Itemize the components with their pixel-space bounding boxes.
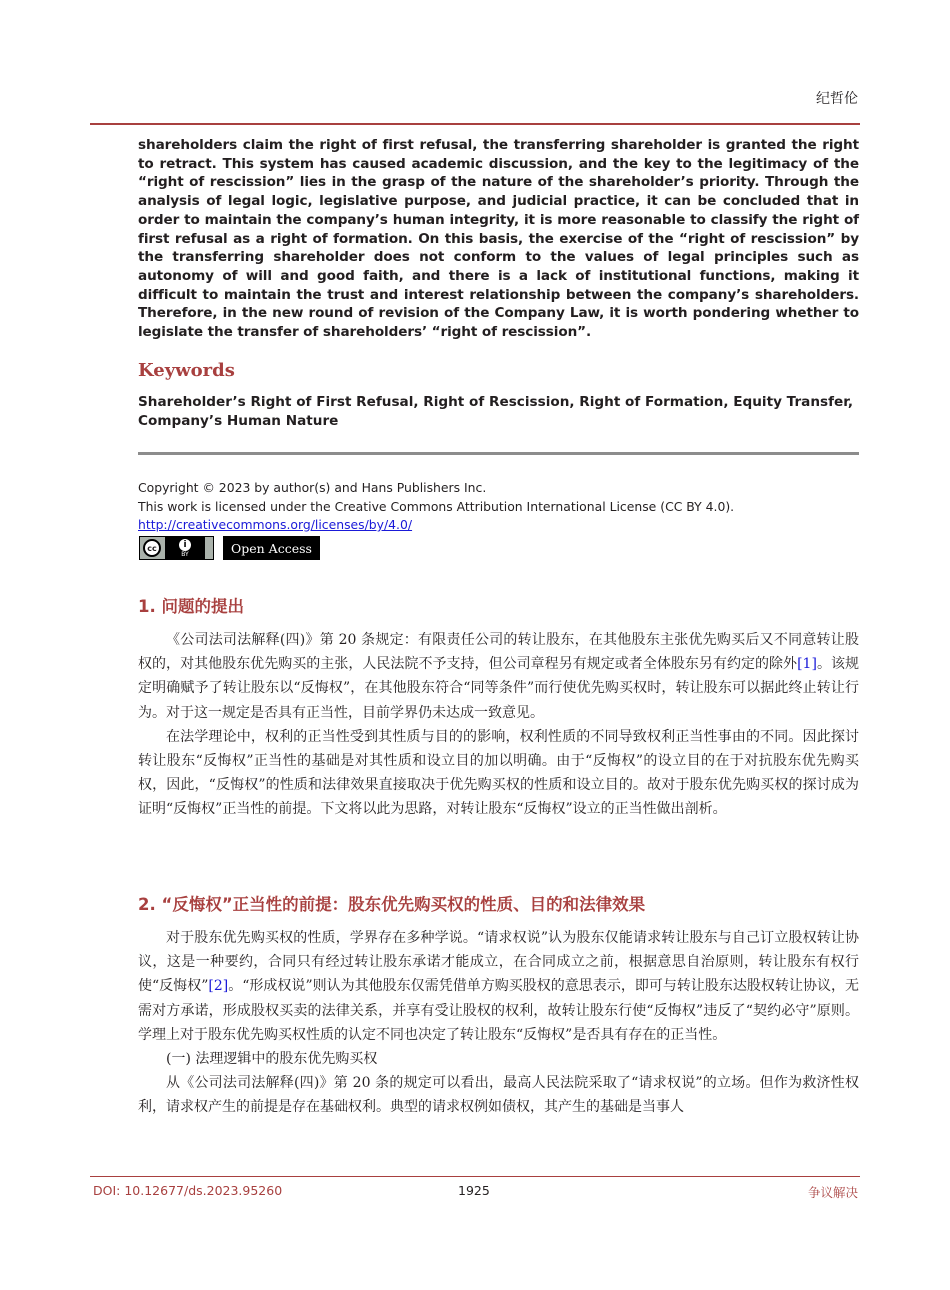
subsection-heading: (一) 法理逻辑中的股东优先购买权 (166, 1051, 378, 1068)
section1-heading: 1. 问题的提出 (138, 597, 244, 616)
citation-link[interactable]: [1] (797, 656, 817, 673)
section1-body (138, 628, 859, 822)
by-icon (165, 537, 205, 559)
section2-paragraph-2: 从《公司法司法解释(四)》第 20 条的规定可以看出，最高人民法院采取了“请求权说”的立场。但作为救济性权利，请求权产生的前提是存在基础权利。典型的请求权例如债权，其产生的基础是当事人 (138, 1075, 859, 1116)
section2-heading: 2. “反悔权”正当性的前提：股东优先购买权的性质、目的和法律效果 (138, 895, 646, 914)
by-label: BY (181, 550, 189, 558)
footer-divider (90, 1176, 860, 1177)
cc-icon: cc (143, 539, 161, 557)
paragraph-text: 。该规定明确赋予了转让股东以“反悔权”，在其他股东符合“同等条件”而行使优先购买权时，转让股东可以据此终止转让行为。对于这一规定是否具有正当性，目前学界仍未达成一致意见。 (138, 656, 860, 721)
section1-paragraph-2: 在法学理论中，权利的正当性受到其性质与目的的影响，权利性质的不同导致权利正当性事由的不同。因此探讨转让股东“反悔权”正当性的基础是对其性质和设立目的加以明确。由于“反悔权”的设立目的在于对抗股东优先购买权，因此，“反悔权”的性质和法律效果直接取决于优先购买权的性质和设立目的。故对于股东优先购买权的探讨成为证明“反悔权”正当性的前提。下文将以此为思路，对转让股东“反悔权”设立的正当性做出剖析。 (138, 728, 859, 818)
keywords-heading: Keywords (138, 360, 235, 381)
paragraph-text: 对于股东优先购买权的性质，学界存在多种学说。“请求权说”认为股东仅能请求转让股东与自己订立股权转让协议，这是一种要约，合同只有经过转让股东承诺才能成立，在合同成立之前，根据意思自治原则，转让股东有权行使“反悔权” (138, 930, 859, 995)
keywords-text: Shareholder’s Right of First Refusal, Right of Rescission, Right of Formation, Equity Transfer, Company’s Human Nature (138, 394, 854, 429)
header-author: 纪哲伦 (816, 91, 858, 107)
open-access-badge[interactable]: Open Access (223, 536, 320, 560)
license-link[interactable]: http://creativecommons.org/licenses/by/4.0/ (138, 517, 413, 532)
section-divider (138, 452, 859, 455)
section1-paragraph-1 (138, 628, 859, 725)
footer-doi: DOI: 10.12677/ds.2023.95260 (93, 1183, 283, 1198)
paragraph-text: 《公司法司法解释(四)》第 20 条规定：有限责任公司的转让股东，在其他股东主张优先购买后又不同意转让股权的，对其他股东优先购买的主张，人民法院不予支持，但公司章程另有规定或者全体股东另有约定的除外 (138, 632, 859, 673)
header-divider (90, 123, 860, 125)
citation-link[interactable]: [2] (208, 978, 229, 995)
page-number: 1925 (458, 1183, 490, 1198)
cc-by-badge[interactable] (139, 536, 214, 560)
license-badges (139, 536, 320, 560)
paragraph-text: 。“形成权说”则认为其他股东仅需凭借单方购买股权的意思表示，即可与转让股东达股权转让协议，无需对方承诺，形成股权买卖的法律关系，并享有受让股权的权利，故转让股东行使“反悔权”违反了“契约必守”原则。学理上对于股东优先购买权性质的认定不同也决定了转让股东“反悔权”是否具有存在的正当性。 (138, 978, 859, 1043)
abstract-text: shareholders claim the right of first refusal, the transferring shareholder is granted the right to retract. This system has caused academic discussion, and the key to the legitimacy of the “right of rescission” lies in the grasp of the nature of the shareholder’s priority. Through the analysis of legal logic, legislative purpose, and judicial practice, it can be concluded that in order to maintain the company’s human integrity, it is more reasonable to classify the right of first refusal as a right of formation. On this basis, the exercise of the “right of rescission” by the transferring shareholder does not conform to the values of legal principles such as autonomy of will and good faith, and there is a lack of institutional functions, making it difficult to maintain the trust and interest relationship between the company’s shareholders. Therefore, in the new round of revision of the Company Law, it is worth pondering whether to legislate the transfer of shareholders’ “right of rescission”. (138, 137, 859, 341)
person-icon: i (179, 539, 191, 551)
section2-body (138, 926, 859, 1120)
section2-paragraph-1 (138, 926, 859, 1047)
license-line: This work is licensed under the Creative Commons Attribution International License (CC BY 4.0). (138, 498, 735, 514)
footer-journal: 争议解决 (807, 1185, 858, 1200)
copyright-block (138, 479, 859, 535)
copyright-line: Copyright © 2023 by author(s) and Hans Publishers Inc. (138, 480, 487, 495)
